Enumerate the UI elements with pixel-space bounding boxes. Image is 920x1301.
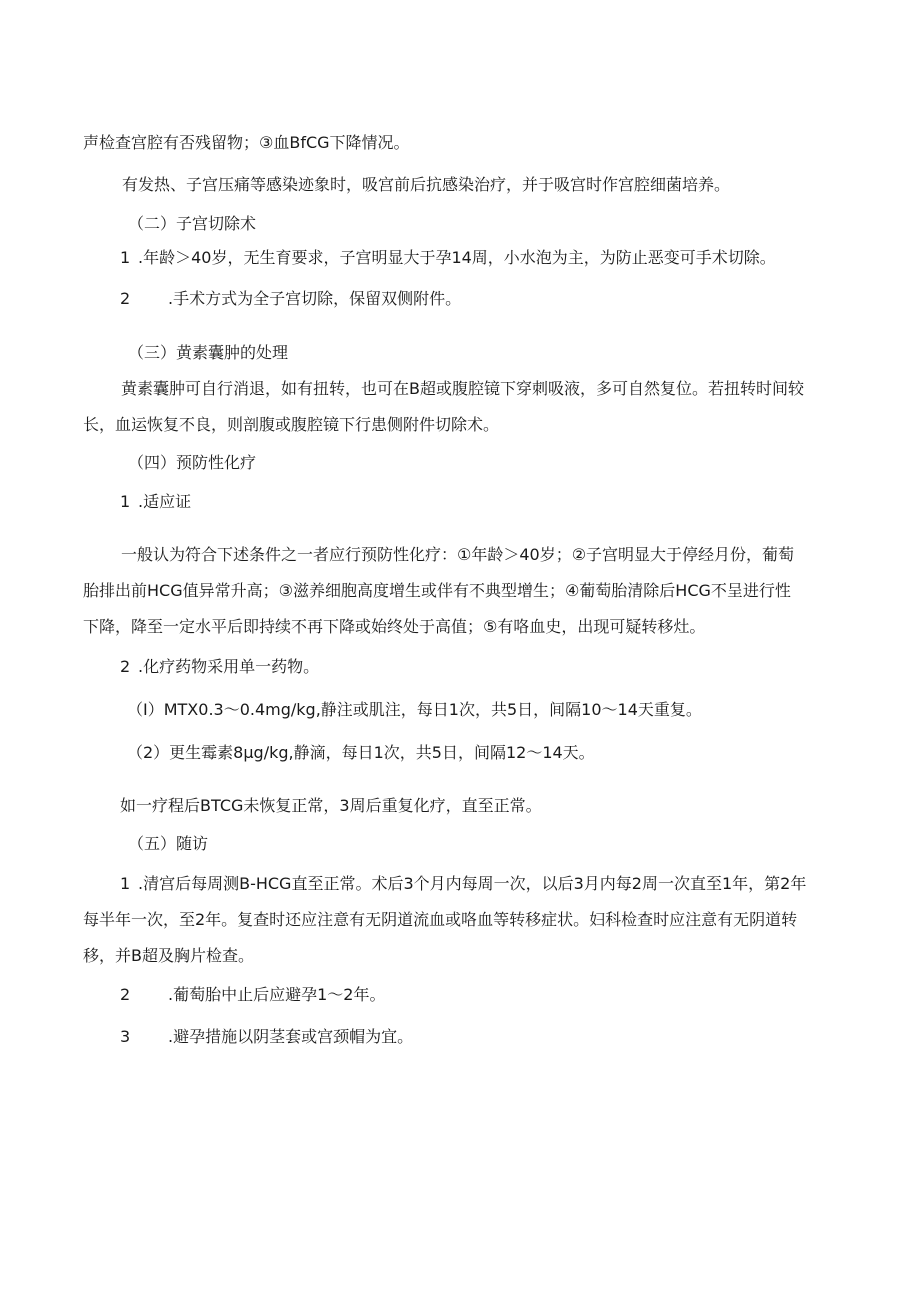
sub-item-1: （I）MTX0.3～0.4mg∕kg,静注或肌注，每日1次，共5日，间隔10～14天重复。: [127, 700, 702, 719]
section-heading-4: （四）预防性化疗: [128, 453, 257, 472]
list-item-4-1: 1 .适应证: [120, 492, 192, 511]
sub-item-2: （2）更生霉素8μg∕kg,静滴，每日1次，共5日，间隔12～14天。: [127, 743, 595, 762]
para-line-4a: 一般认为符合下述条件之一者应行预防性化疗：①年龄＞40岁；②子宫明显大于停经月份，葡萄: [121, 545, 795, 564]
para-line-3b: 长，血运恢复不良，则剖腹或腹腔镜下行患侧附件切除术。: [83, 415, 500, 434]
list-item-5-1: 1 .清宫后每周测B-HCG直至正常。术后3个月内每周一次，以后3月内每2周一次直至1年，第2年: [120, 874, 807, 893]
para-line-1: 声检查宫腔有否残留物；③血BfCG下降情况。: [83, 133, 410, 152]
para-line-4d: 如一疗程后BTCG未恢复正常，3周后重复化疗，直至正常。: [120, 796, 542, 815]
section-heading-2: （二）子宫切除术: [128, 214, 257, 233]
list-item-5-2: 2 .葡萄胎中止后应避孕1～2年。: [120, 985, 386, 1004]
para-line-4c: 下降，降至一定水平后即持续不再下降或始终处于高值；⑤有咯血史，出现可疑转移灶。: [83, 617, 706, 636]
list-item-4-2: 2 .化疗药物采用单一药物。: [120, 657, 320, 676]
para-line-5b: 移，并B超及胸片检查。: [83, 946, 254, 965]
list-item-2-1: 1 .年龄＞40岁，无生育要求，子宫明显大于孕14周，小水泡为主，为防止恶变可手术切除。: [120, 248, 776, 267]
section-heading-3: （三）黄素囊肿的处理: [128, 343, 289, 362]
para-line-5a: 每半年一次，至2年。复查时还应注意有无阴道流血或咯血等转移症状。妇科检查时应注意有无阴道转: [83, 910, 798, 929]
list-item-2-2: 2 .手术方式为全子宫切除，保留双侧附件。: [120, 289, 462, 308]
para-line-3a: 黄素囊肿可自行消退，如有扭转，也可在B超或腹腔镜下穿刺吸液，多可自然复位。若扭转时间较: [121, 379, 804, 398]
para-line-4b: 胎排出前HCG值异常升高；③滋养细胞高度增生或伴有不典型增生；④葡萄胎清除后HCG不呈进行性: [83, 581, 791, 600]
section-heading-5: （五）随访: [128, 834, 209, 853]
para-line-2: 有发热、子宫压痛等感染迹象时，吸宫前后抗感染治疗，并于吸宫时作宫腔细菌培养。: [122, 175, 731, 194]
list-item-5-3: 3 .避孕措施以阴茎套或宫颈帽为宜。: [120, 1027, 414, 1046]
